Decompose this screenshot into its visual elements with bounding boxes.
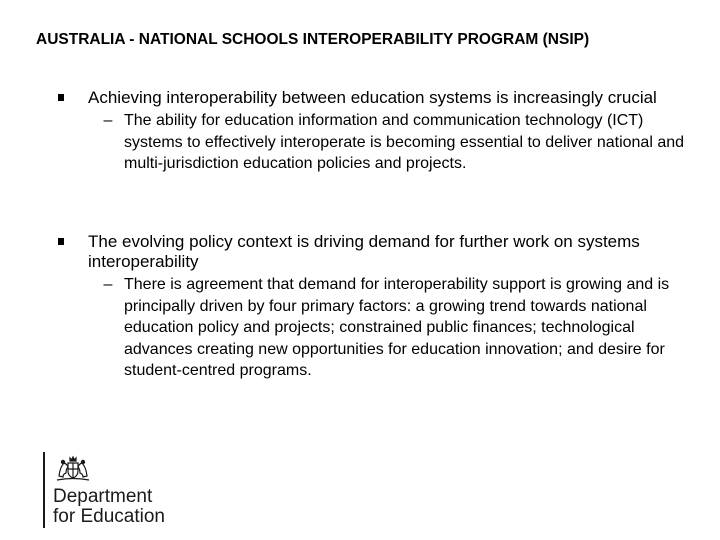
bullet-item-1 — [58, 88, 698, 175]
bullet-1-text: Achieving interoperability between education systems is increasingly crucial — [88, 88, 657, 107]
bullet-2-row — [58, 232, 698, 272]
department-for-education-logo — [43, 452, 193, 528]
dash-marker: – — [103, 276, 113, 293]
dash-marker: – — [103, 112, 113, 129]
sub-bullet-1-1-text: The ability for education information and communication technology (ICT) systems to effectively interoperate is becoming essential to deliver national and multi-jurisdiction education policies and projects. — [124, 112, 685, 172]
logo-divider-bar — [43, 452, 45, 528]
bullet-item-2 — [58, 232, 698, 382]
sub-bullet-1-1 — [58, 110, 698, 175]
logo-text — [53, 487, 165, 527]
logo-line-1: Department — [53, 486, 153, 507]
sub-bullet-2-1-text: There is agreement that demand for interoperability support is growing and is principally driven by four primary factors: a growing trend towards national education policy and projects; constrained public finances; technological advances creating new opportunities for education innovation; and desire for student-centred programs. — [124, 276, 670, 379]
slide-title: AUSTRALIA - NATIONAL SCHOOLS INTEROPERABILITY PROGRAM (NSIP) — [36, 31, 590, 48]
sub-bullet-2-1 — [58, 274, 698, 382]
bullet-1-row — [58, 88, 698, 108]
royal-coat-of-arms-icon — [53, 454, 93, 484]
bullet-2-text: The evolving policy context is driving demand for further work on systems interoperability — [88, 232, 640, 271]
logo-line-2: for Education — [53, 506, 165, 527]
square-bullet-icon — [58, 94, 64, 101]
square-bullet-icon — [58, 238, 64, 245]
